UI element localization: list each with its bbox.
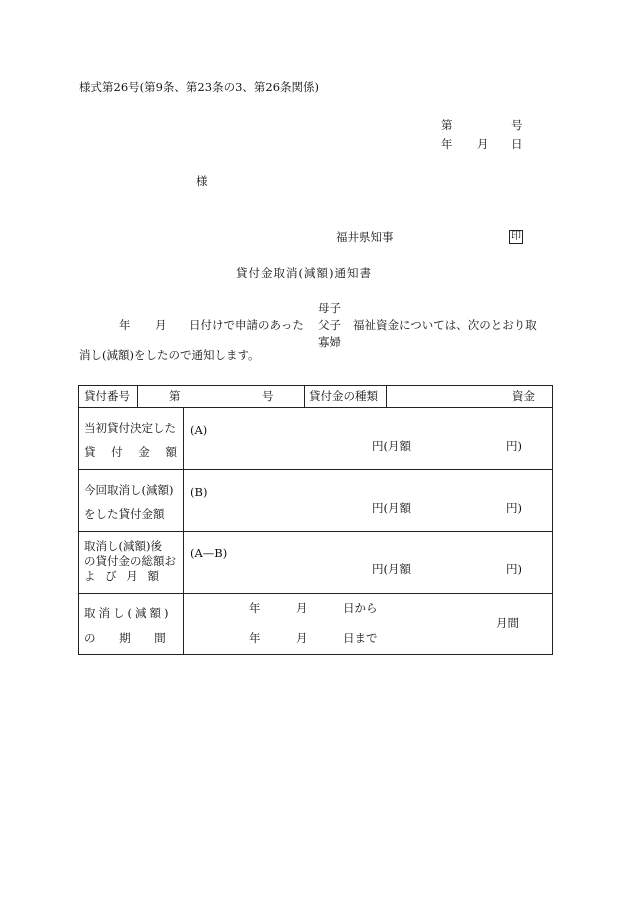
row-a-label-2: 貸 付 金 額: [84, 445, 183, 459]
period-to-day: 日まで: [343, 631, 378, 645]
header-no-suffix: 号: [511, 118, 523, 132]
row-ab-label-1: 取消し(減額)後: [84, 539, 162, 553]
fund-type-kafu: 寡婦: [318, 335, 341, 349]
document-title: 貸付金取消(減額)通知書: [236, 266, 372, 280]
period-months: 月間: [496, 616, 519, 630]
loan-no-suffix: 号: [262, 389, 274, 403]
table-rule: [386, 385, 387, 407]
header-month: 月: [477, 137, 489, 151]
period-from-day: 日から: [343, 601, 378, 615]
body-year: 年: [119, 318, 131, 332]
table-rule: [78, 531, 553, 532]
row-a-yen-close: 円): [506, 439, 522, 453]
table-rule: [137, 385, 138, 407]
row-b-yen-close: 円): [506, 501, 522, 515]
row-b-label-1: 今回取消し(減額): [84, 483, 174, 497]
header-no-prefix: 第: [441, 118, 453, 132]
table-rule: [183, 407, 184, 655]
fund-type-fushi: 父子: [318, 318, 341, 332]
seal-mark: 印: [511, 231, 521, 242]
row-b-yen-monthly: 円(月額: [372, 501, 411, 515]
period-from-year: 年: [249, 601, 261, 615]
body-line2: 消し(減額)をしたので通知します。: [79, 348, 260, 362]
body-intro: 日付けで申請のあった: [189, 318, 304, 332]
header-day: 日: [511, 137, 523, 151]
row-b-marker: (B): [190, 485, 208, 499]
period-label-1: 取消し(減額): [84, 606, 172, 620]
loan-number-label: 貸付番号: [84, 389, 130, 403]
period-to-month: 月: [296, 631, 308, 645]
addressee-suffix: 様: [196, 174, 208, 188]
body-month: 月: [155, 318, 167, 332]
row-ab-label-2: の貸付金の総額お: [84, 554, 176, 568]
row-a-marker: (A): [190, 423, 208, 437]
header-year: 年: [441, 137, 453, 151]
issuer-title: 福井県知事: [336, 230, 394, 244]
row-ab-label-3: よ び 月 額: [84, 569, 162, 583]
row-ab-yen-close: 円): [506, 562, 522, 576]
period-label-2: の 期 間: [84, 631, 176, 645]
period-from-month: 月: [296, 601, 308, 615]
table-rule: [78, 469, 553, 470]
table-rule: [78, 407, 553, 408]
loan-type-label: 貸付金の種類: [309, 389, 378, 403]
body-continuation: 福祉資金については、次のとおり取: [353, 318, 537, 332]
period-to-year: 年: [249, 631, 261, 645]
row-a-yen-monthly: 円(月額: [372, 439, 411, 453]
row-b-label-2: をした貸付金額: [84, 507, 165, 521]
fund-type-boshi: 母子: [318, 301, 341, 315]
row-a-label-1: 当初貸付決定した: [84, 421, 176, 435]
loan-no-prefix: 第: [169, 389, 181, 403]
table-rule: [78, 593, 553, 594]
fund-suffix: 資金: [512, 389, 535, 403]
row-ab-marker: (A—B): [190, 546, 228, 560]
form-number: 様式第26号(第9条、第23条の3、第26条関係): [79, 80, 320, 94]
table-rule: [304, 385, 305, 407]
row-ab-yen-monthly: 円(月額: [372, 562, 411, 576]
